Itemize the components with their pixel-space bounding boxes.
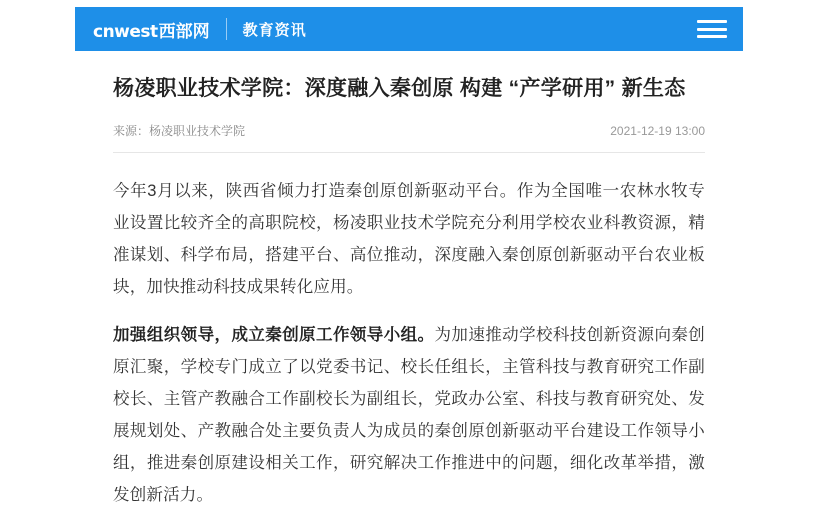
article-paragraph	[113, 175, 705, 303]
menu-bar-2	[697, 28, 727, 31]
logo-text	[93, 17, 210, 42]
paragraph-text: 今年3月以来，陕西省倾力打造秦创原创新驱动平台。作为全国唯一农林水牧专业设置比较齐全的高职院校，杨凌职业技术学院充分利用学校农业科教资源，精准谋划、科学布局，搭建平台、高位推动，深度融入秦创原创新驱动平台农业板块，加快推动科技成果转化应用。	[113, 182, 705, 296]
header-divider	[226, 18, 227, 40]
article-container	[75, 51, 743, 527]
logo-cn-text: 西部网	[158, 21, 210, 41]
article-body	[113, 175, 705, 511]
paragraph-lead: 加强组织领导，成立秦创原工作领导小组。	[113, 326, 435, 344]
article-title: 杨凌职业技术学院：深度融入秦创原 构建 “产学研用” 新生态	[113, 77, 686, 100]
channel-label: 教育资讯	[242, 21, 307, 39]
logo-en-text: cnwest	[93, 21, 158, 42]
hamburger-menu-icon[interactable]	[697, 17, 727, 41]
paragraph-text: 为加速推动学校科技创新资源向秦创原汇聚，学校专门成立了以党委书记、校长任组长，主管科技与教育研究工作副校长、主管产教融合工作副校长为副组长，党政办公室、科技与教育研究处、发展规划处、产教融合处主要负责人为成员的秦创原创新驱动平台建设工作领导小组，推进秦创原建设相关工作，研究解决工作推进中的问题，细化改革举措，激发创新活力。	[113, 326, 705, 504]
menu-bar-3	[697, 35, 727, 38]
site-logo[interactable]	[93, 7, 210, 51]
article-meta	[113, 122, 705, 153]
menu-bar-1	[697, 20, 727, 23]
site-header	[75, 7, 743, 51]
article-source: 来源：杨凌职业技术学院	[113, 124, 246, 138]
article-paragraph	[113, 319, 705, 511]
article-timestamp: 2021-12-19 13:00	[610, 123, 705, 138]
